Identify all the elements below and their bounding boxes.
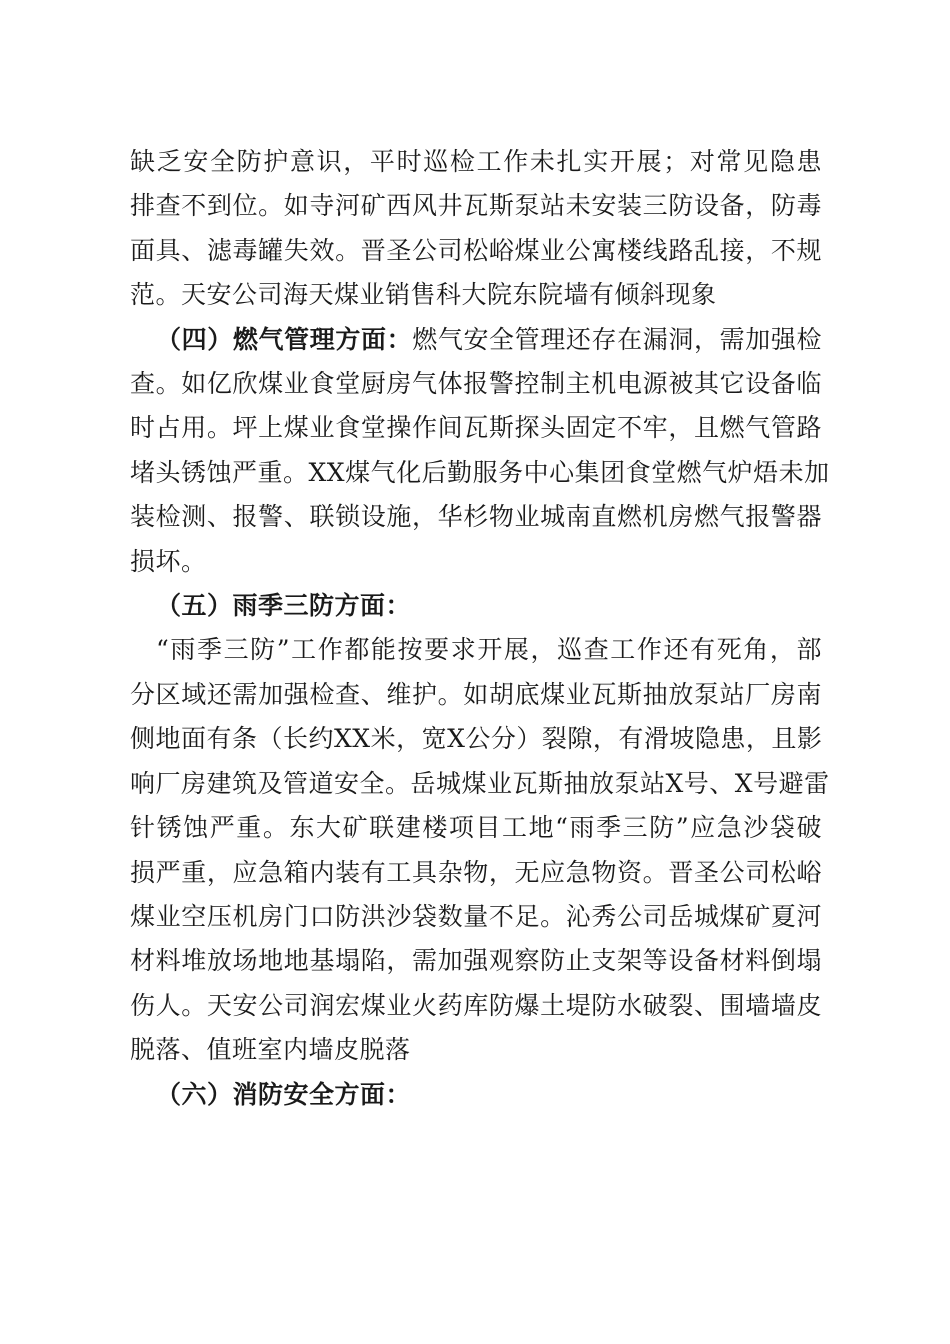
text-line: 煤业空压机房门口防洪沙袋数量不足。沁秀公司岳城煤矿夏河: [130, 901, 822, 931]
text-line: 装检测、报警、联锁设施，华杉物业城南直燃机房燃气报警器: [130, 502, 822, 532]
section-heading: （五）雨季三防方面：: [156, 591, 412, 621]
section-heading: （六）消防安全方面：: [156, 1079, 412, 1109]
text-line: 损严重，应急箱内装有工具杂物，无应急物资。晋圣公司松峪: [130, 857, 822, 887]
text-line: 时占用。坪上煤业食堂操作间瓦斯探头固定不牢，且燃气管路: [130, 413, 822, 443]
text-line: 缺乏安全防护意识，平时巡检工作未扎实开展；对常见隐患: [130, 147, 822, 176]
section-heading: （四）燃气管理方面：: [156, 324, 413, 354]
paragraph-safety-awareness: [130, 140, 822, 318]
text-line: 分区域还需加强检查、维护。如胡底煤业瓦斯抽放泵站厂房南: [130, 679, 822, 709]
text-line: 脱落、值班室内墙皮脱落: [130, 1035, 411, 1065]
text-line: 堵头锈蚀严重。XX煤气化后勤服务中心集团食堂燃气炉焐未加: [130, 457, 830, 487]
text-line: 损坏。: [130, 546, 207, 576]
text-line: “雨季三防”工作都能按要求开展，巡查工作还有死角，部: [156, 635, 822, 665]
section-heading-line: [130, 318, 822, 362]
text-line: 针锈蚀严重。东大矿联建楼项目工地“雨季三防”应急沙袋破: [130, 813, 822, 843]
text-line: 侧地面有条（长约XX米，宽X公分）裂隙，有滑坡隐患，且影: [130, 724, 823, 754]
text-line: 查。如亿欣煤业食堂厨房气体报警控制主机电源被其它设备临: [130, 369, 822, 399]
text-line: 燃气安全管理还存在漏洞，需加强检: [412, 324, 822, 354]
text-line: 面具、滤毒罐失效。晋圣公司松峪煤业公寓楼线路乱接，不规: [130, 235, 822, 265]
text-line: 材料堆放场地地基塌陷，需加强观察防止支架等设备材料倒塌: [130, 946, 822, 976]
document-body: [130, 140, 830, 1117]
section-gas-management: [130, 318, 830, 584]
text-line: 响厂房建筑及管道安全。岳城煤业瓦斯抽放泵站X号、X号避雷: [130, 768, 830, 798]
text-line: 范。天安公司海天煤业销售科大院东院墙有倾斜现象: [130, 280, 717, 310]
text-line: 伤人。天安公司润宏煤业火药库防爆土堤防水破裂、围墙墙皮: [130, 990, 822, 1020]
section-rainy-season: [130, 628, 830, 1072]
text-line: 排查不到位。如寺河矿西风井瓦斯泵站未安装三防设备，防毒: [130, 191, 822, 221]
